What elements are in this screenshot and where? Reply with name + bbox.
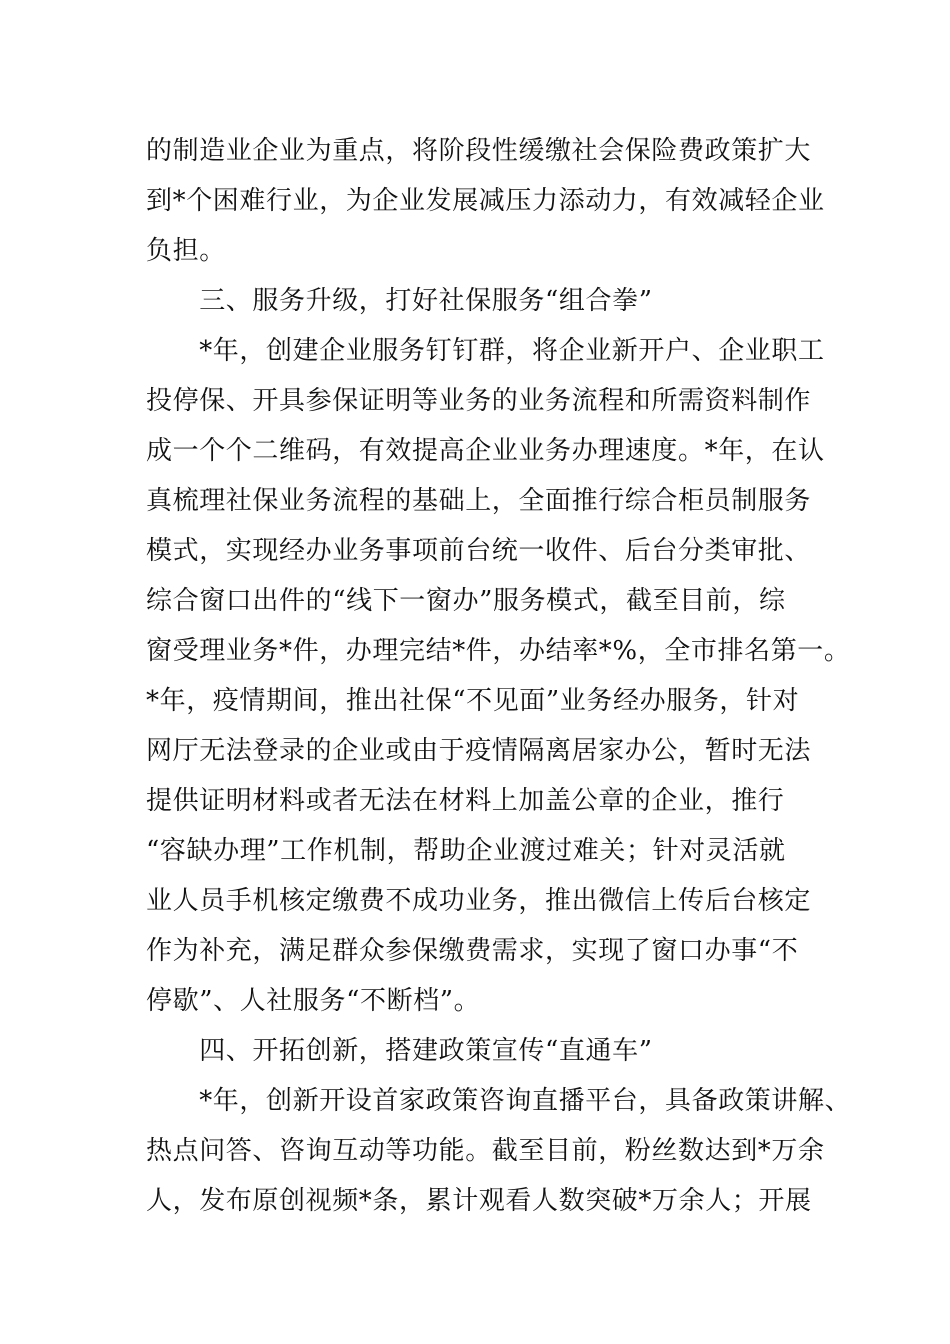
text-line-1: 的制造业企业为重点，将阶段性缓缴社会保险费政策扩大 [146,136,812,166]
text-line-9: 模式，实现经办业务事项前台统一收件、后台分类审批、 [146,536,812,566]
text-line-20: *年，创新开设首家政策咨询直播平台，具备政策讲解、 [146,1086,852,1116]
text-line-14: 提供证明材料或者无法在材料上加盖公章的企业，推行 [146,786,785,816]
text-line-11: 窗受理业务*件，办理完结*件，办结率*%，全市排名第一。 [146,636,851,666]
text-line-5: *年，创建企业服务钉钉群，将企业新开户、企业职工 [146,336,825,366]
section-heading-4: 四、开拓创新，搭建政策宣传“直通车” [146,1036,653,1066]
text-line-16: 业人员手机核定缴费不成功业务，推出微信上传后台核定 [146,886,812,916]
text-line-2: 到*个困难行业，为企业发展减压力添动力，有效减轻企业 [146,186,825,216]
text-line-18: 停歇”、人社服务“不断档”。 [146,986,481,1016]
text-line-21: 热点问答、咨询互动等功能。截至目前，粉丝数达到*万余 [146,1136,825,1166]
text-line-6: 投停保、开具参保证明等业务的业务流程和所需资料制作 [146,386,812,416]
text-line-3: 负担。 [146,236,226,266]
text-line-7: 成一个个二维码，有效提高企业业务办理速度。*年，在认 [146,436,825,466]
text-line-15: “容缺办理”工作机制，帮助企业渡过难关；针对灵活就 [146,836,786,866]
text-line-10: 综合窗口出件的“线下一窗办”服务模式，截至目前，综 [146,586,786,616]
section-heading-3: 三、服务升级，打好社保服务“组合拳” [146,286,653,316]
text-line-17: 作为补充，满足群众参保缴费需求，实现了窗口办事“不 [146,936,799,966]
text-line-22: 人，发布原创视频*条，累计观看人数突破*万余人；开展 [146,1186,812,1216]
text-line-13: 网厅无法登录的企业或由于疫情隔离居家办公，暂时无法 [146,736,812,766]
text-line-8: 真梳理社保业务流程的基础上，全面推行综合柜员制服务 [146,486,812,516]
text-line-12: *年，疫情期间，推出社保“不见面”业务经办服务，针对 [146,686,800,716]
